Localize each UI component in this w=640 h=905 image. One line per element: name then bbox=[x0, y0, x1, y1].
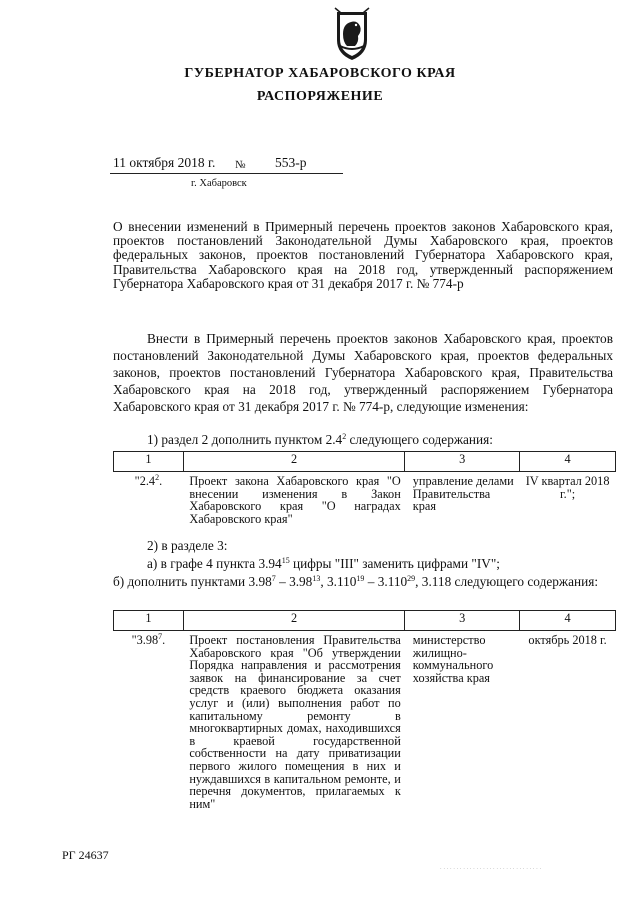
printer-mark: · · · · · · · · · · · · · · · · · · · · · · · · · · · · · · · bbox=[440, 867, 542, 872]
responsible-executor: управление делами Правительства края bbox=[412, 474, 514, 514]
column-header: 1 bbox=[114, 452, 184, 472]
table-row bbox=[114, 631, 616, 811]
item-2: 2) в разделе 3: bbox=[147, 538, 228, 553]
insert-table-2 bbox=[113, 610, 616, 810]
column-header: 3 bbox=[405, 611, 520, 631]
row-number: "$2.4^2$. bbox=[134, 473, 163, 488]
column-header: 3 bbox=[405, 452, 520, 472]
coat-of-arms-icon bbox=[329, 6, 375, 62]
responsible-executor: министерство жилищно-коммунального хозяйства края bbox=[412, 633, 494, 685]
item-2b: б) дополнить пунктами 3.98$^7$ – 3.98$^{13}$, 3.110$^{19}$ – 3.110$^{29}$, 3.118 следующего содержания: bbox=[113, 574, 599, 589]
project-name: Проект закона Хабаровского края "О внесении изменения в Закон Хабаровского края "О наградах Хабаровского края" bbox=[189, 474, 401, 526]
column-header: 4 bbox=[520, 452, 616, 472]
document-subject: О внесении изменений в Примерный перечень проектов законов Хабаровского края, проектов постановлений Законодательной Думы Хабаровского края, проектов федеральных законов, проектов постановлений Губернатора Хабаровского края, Правительства Хабаровского края на 2018 год, утвержденный распоряжением Губернатора Хабаровского края от 31 декабря 2017 г. № 774-р bbox=[113, 219, 613, 291]
date-number-underline bbox=[110, 173, 343, 174]
row-number: "3.98$^7$. bbox=[131, 632, 166, 647]
deadline: октябрь 2018 г. bbox=[528, 633, 607, 647]
item-2a: а) в графе 4 пункта 3.94$^{15}$ цифры "III" заменить цифрами "IV"; bbox=[147, 556, 500, 571]
governor-title: ГУБЕРНАТОР ХАБАРОВСКОГО КРАЯ bbox=[184, 66, 456, 81]
number-sign: № bbox=[235, 159, 246, 171]
document-date: 11 октября 2018 г. bbox=[113, 155, 216, 170]
insert-table-1 bbox=[113, 451, 616, 525]
column-header: 2 bbox=[183, 452, 404, 472]
document-number: 553-р bbox=[275, 155, 307, 170]
document-type: РАСПОРЯЖЕНИЕ bbox=[256, 89, 384, 104]
column-header: 2 bbox=[183, 611, 404, 631]
table-row bbox=[114, 472, 616, 526]
deadline: IV квартал 2018 г."; bbox=[525, 474, 610, 501]
body-paragraph: Внести в Примерный перечень проектов законов Хабаровского края, проектов постановлений Законодательной Думы Хабаровского края, проектов федеральных законов, проектов постановлений Губернатора Хабаровского края, Правительства Хабаровского края на 2018 год, утвержденный распоряжением Губернатора Хабаровского края от 31 декабря 2017 г. № 774-р, следующие изменения: bbox=[113, 331, 613, 414]
item-1: 1) раздел 2 дополнить пунктом $2.4^2$ следующего содержания: bbox=[147, 432, 493, 447]
registration-number: РГ 24637 bbox=[62, 848, 109, 862]
column-header: 1 bbox=[114, 611, 184, 631]
column-header: 4 bbox=[520, 611, 616, 631]
project-name: Проект постановления Правительства Хабаровского края "Об утверждении Порядка направления и рассмотрения заявок на финансирование за счет средств краевого бюджета оказания услуг и (или) выполнения работ по капитальному ремонту в многоквартирных домах, находившихся в краевой государственной собственности на дату приватизации первого жилого помещения в них и нуждавшихся в капитальном ремонте, и перечня документов, прилагаемых к ним" bbox=[189, 633, 401, 811]
document-city: г. Хабаровск bbox=[191, 178, 247, 189]
